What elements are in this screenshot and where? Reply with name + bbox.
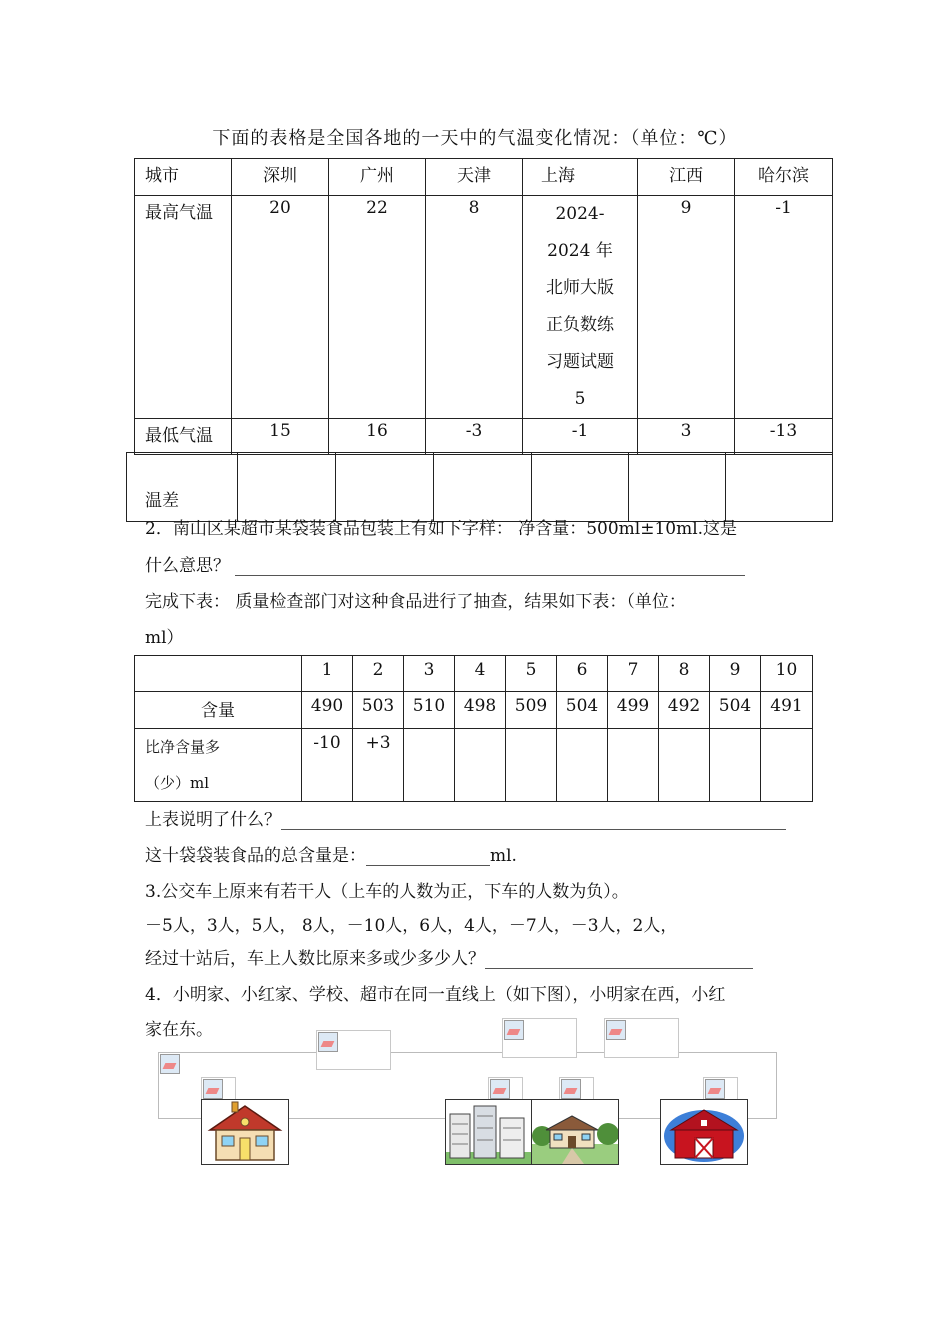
diff-value[interactable] <box>557 729 608 802</box>
high-shenzhen: 20 <box>232 196 329 419</box>
index-cell: 5 <box>506 656 557 692</box>
q2-line4: ml） <box>145 628 184 648</box>
q2-line2 <box>145 551 745 576</box>
diff-label <box>135 729 302 802</box>
diff-cell[interactable] <box>532 453 629 522</box>
supermarket-icon <box>532 1100 618 1164</box>
school-buildings-icon <box>446 1100 532 1164</box>
diff-cell[interactable] <box>238 453 336 522</box>
high-jiangxi: 9 <box>638 196 735 419</box>
low-shenzhen: 15 <box>232 419 329 455</box>
content-value: 492 <box>659 692 710 729</box>
q2-answer-blank[interactable] <box>235 559 745 576</box>
broken-image-icon <box>318 1032 338 1052</box>
content-label: 含量 <box>135 692 302 729</box>
q3-line3 <box>145 944 753 969</box>
diff-value: -10 <box>302 729 353 802</box>
content-value: 503 <box>353 692 404 729</box>
shanghai-line: 2024 年 <box>547 241 613 261</box>
index-cell: 3 <box>404 656 455 692</box>
diff-value[interactable] <box>506 729 557 802</box>
low-guangzhou: 16 <box>329 419 426 455</box>
index-cell: 7 <box>608 656 659 692</box>
high-guangzhou: 22 <box>329 196 426 419</box>
content-value: 490 <box>302 692 353 729</box>
q2-line3: 完成下表： 质量检查部门对这种食品进行了抽查，结果如下表：（单位： <box>145 592 686 612</box>
content-value: 499 <box>608 692 659 729</box>
diff-cell[interactable] <box>629 453 726 522</box>
diff-cell[interactable] <box>336 453 434 522</box>
index-cell: 1 <box>302 656 353 692</box>
q2-after2-suffix: ml. <box>490 846 517 866</box>
q3-line3-text: 经过十站后，车上人数比原来多或少多少人？ <box>145 949 485 969</box>
low-tianjin: -3 <box>426 419 523 455</box>
index-cell: 8 <box>659 656 710 692</box>
index-cell: 10 <box>761 656 813 692</box>
diff-cell[interactable] <box>726 453 833 522</box>
content-value: 509 <box>506 692 557 729</box>
q3-line1: 3.公交车上原来有若干人（上车的人数为正，下车的人数为负）。 <box>145 882 629 902</box>
diff-label-line: 比净含量多 <box>145 738 221 756</box>
row-high-label: 最高气温 <box>135 196 232 419</box>
q3-line2: －5人，3人，5人， 8人，－10人，6人，4人，－7人，－3人，2人， <box>145 916 678 936</box>
content-table <box>134 655 813 802</box>
q3-answer-blank[interactable] <box>485 952 753 969</box>
high-tianjin: 8 <box>426 196 523 419</box>
supermarket-illustration <box>531 1099 619 1165</box>
broken-image-icon <box>504 1020 524 1040</box>
diff-value[interactable] <box>608 729 659 802</box>
diff-value[interactable] <box>761 729 813 802</box>
header-shanghai: 上海 <box>523 159 638 196</box>
diff-value[interactable] <box>659 729 710 802</box>
q2-after1 <box>145 805 786 830</box>
low-jiangxi: 3 <box>638 419 735 455</box>
q2-after2-prefix: 这十袋袋装食品的总含量是： <box>145 846 366 866</box>
header-harbin: 哈尔滨 <box>735 159 833 196</box>
shanghai-line: 正负数练 <box>546 315 614 335</box>
school-illustration <box>445 1099 533 1165</box>
high-harbin: -1 <box>735 196 833 419</box>
q2-after1-blank[interactable] <box>281 813 786 830</box>
index-cell: 9 <box>710 656 761 692</box>
broken-image-icon <box>705 1079 725 1099</box>
diff-value[interactable] <box>404 729 455 802</box>
diff-label-line: （少）ml <box>145 774 210 792</box>
temperature-table <box>134 158 833 455</box>
q2-line1: 2．南山区某超市某袋装食品包装上有如下字样： 净含量：500ml±10ml.这是 <box>145 519 738 539</box>
content-value: 498 <box>455 692 506 729</box>
content-value: 504 <box>557 692 608 729</box>
barn-illustration <box>660 1099 748 1165</box>
content-value: 491 <box>761 692 813 729</box>
shanghai-line: 习题试题 <box>546 352 614 372</box>
shanghai-line: 2024- <box>555 204 605 224</box>
house-illustration <box>201 1099 289 1165</box>
temperature-diff-row <box>126 452 833 522</box>
shanghai-line: 北师大版 <box>546 278 614 298</box>
broken-image-icon <box>160 1054 180 1074</box>
diff-value[interactable] <box>455 729 506 802</box>
low-shanghai: -1 <box>523 419 638 455</box>
high-shanghai <box>523 196 638 419</box>
header-guangzhou: 广州 <box>329 159 426 196</box>
diff-cell[interactable] <box>434 453 532 522</box>
index-blank <box>135 656 302 692</box>
broken-image-icon <box>606 1020 626 1040</box>
row-diff-label: 温差 <box>127 453 238 522</box>
shanghai-line: 5 <box>574 389 586 409</box>
broken-image-icon <box>203 1079 223 1099</box>
diff-value[interactable] <box>710 729 761 802</box>
index-cell: 2 <box>353 656 404 692</box>
low-harbin: -13 <box>735 419 833 455</box>
content-value: 510 <box>404 692 455 729</box>
house-icon <box>202 1100 288 1164</box>
diff-value: +3 <box>353 729 404 802</box>
broken-image-icon <box>490 1079 510 1099</box>
barn-icon <box>661 1100 747 1164</box>
q4-line1: 4．小明家、小红家、学校、超市在同一直线上（如下图），小明家在西，小红 <box>145 985 726 1005</box>
index-cell: 4 <box>455 656 506 692</box>
q2-after1-text: 上表说明了什么？ <box>145 810 281 830</box>
row-low-label: 最低气温 <box>135 419 232 455</box>
header-city: 城市 <box>135 159 232 196</box>
q2-total-blank[interactable] <box>366 849 490 866</box>
header-jiangxi: 江西 <box>638 159 735 196</box>
q1-title: 下面的表格是全国各地的一天中的气温变化情况：（单位：℃） <box>212 128 738 149</box>
broken-image-icon <box>561 1079 581 1099</box>
header-tianjin: 天津 <box>426 159 523 196</box>
q4-line2: 家在东。 <box>145 1020 213 1040</box>
content-value: 504 <box>710 692 761 729</box>
header-shenzhen: 深圳 <box>232 159 329 196</box>
q2-line2-text: 什么意思？ <box>145 556 230 576</box>
index-cell: 6 <box>557 656 608 692</box>
q2-after2 <box>145 841 517 866</box>
